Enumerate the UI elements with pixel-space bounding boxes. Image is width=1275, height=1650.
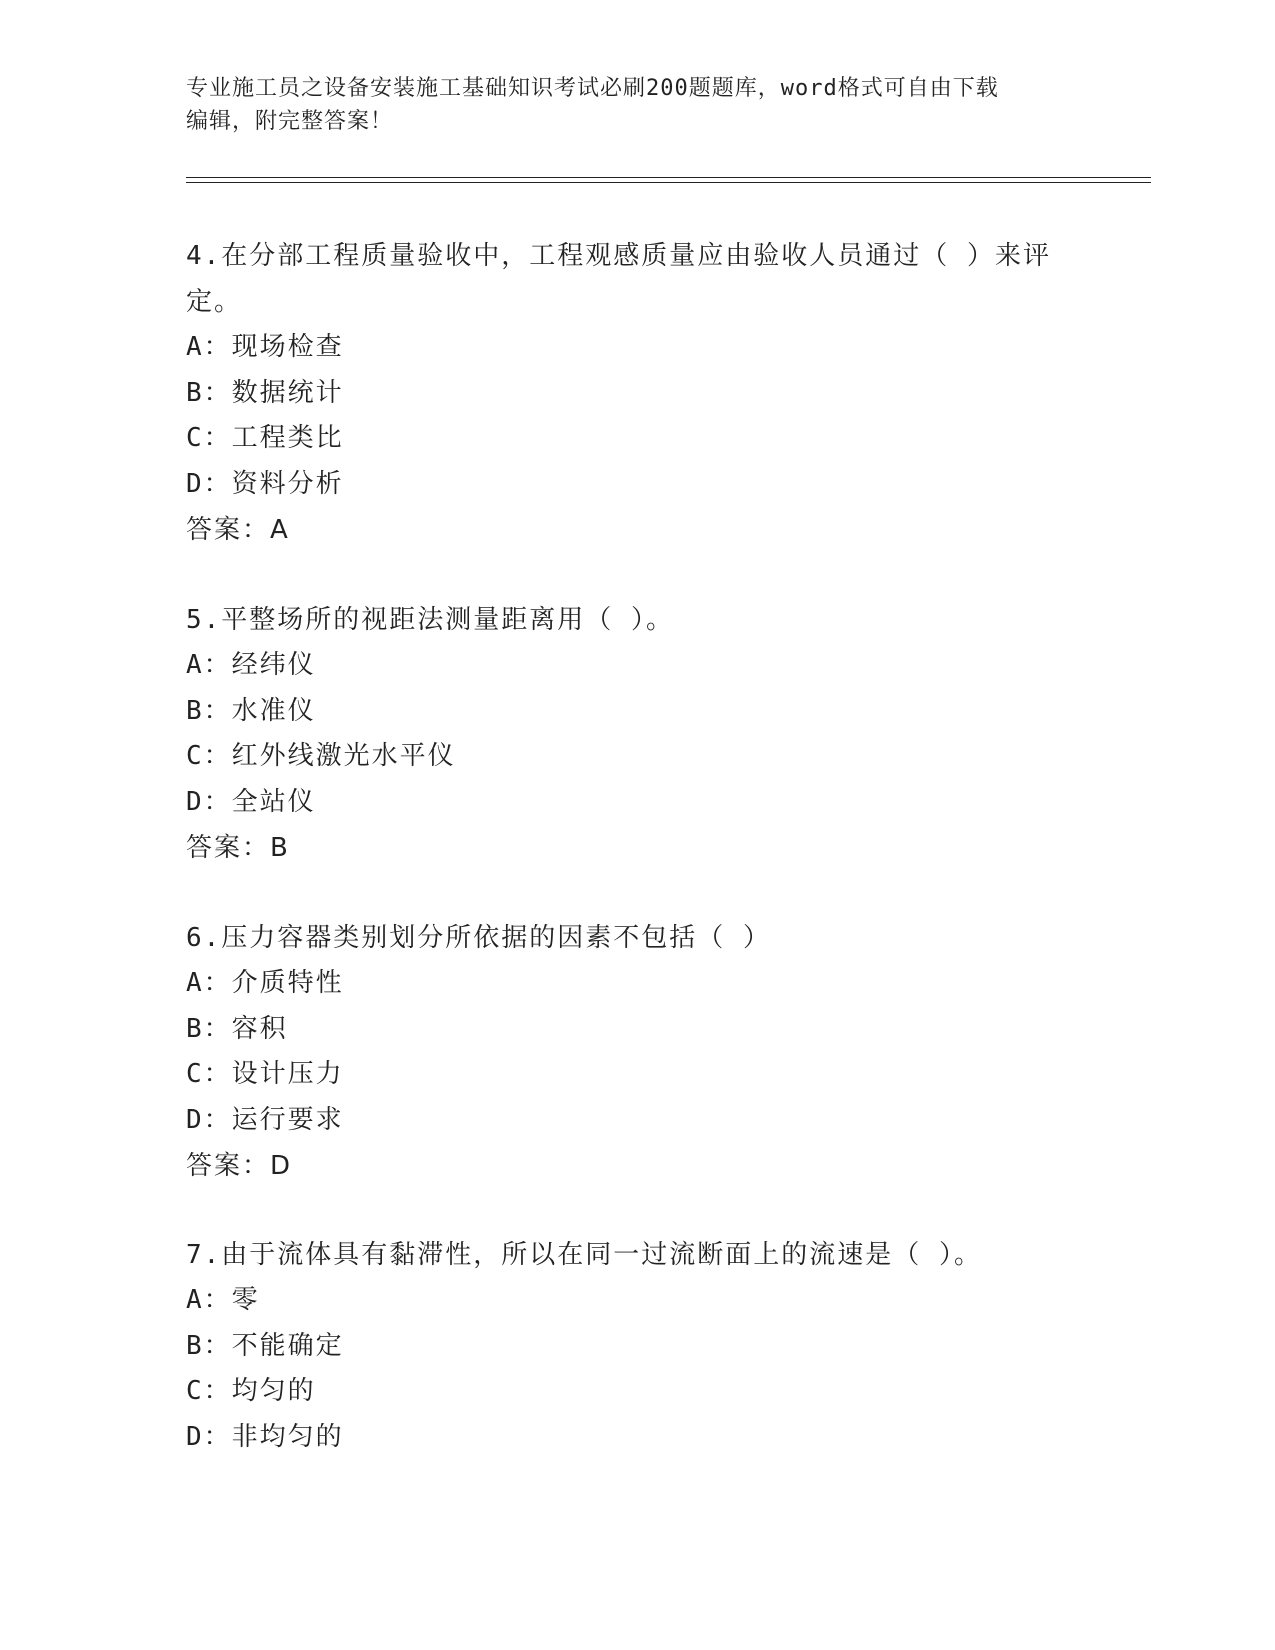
option-b: B：不能确定 xyxy=(186,1330,344,1361)
question-6 xyxy=(186,915,1076,1189)
answer: 答案：B xyxy=(186,833,290,863)
option-a: A：零 xyxy=(186,1285,260,1315)
question-5 xyxy=(186,597,1076,871)
answer: 答案：D xyxy=(186,1151,293,1181)
answer: 答案：A xyxy=(186,515,290,545)
option-d: D：资料分析 xyxy=(186,468,344,499)
question-stem-continued: 定。 xyxy=(186,287,243,317)
option-c: C：设计压力 xyxy=(186,1059,344,1089)
question-stem: 7.由于流体具有黏滞性，所以在同一过流断面上的流速是（ ）。 xyxy=(186,1240,982,1270)
option-d: D：全站仪 xyxy=(186,786,316,817)
option-b: B：数据统计 xyxy=(186,377,344,408)
option-d: D：运行要求 xyxy=(186,1104,344,1135)
option-c: C：红外线激光水平仪 xyxy=(186,741,456,771)
option-b: B：容积 xyxy=(186,1013,288,1044)
document-header xyxy=(186,72,1076,138)
header-line-1: 专业施工员之设备安装施工基础知识考试必刷200题题库，word格式可自由下载 xyxy=(186,76,999,101)
option-b: B：水准仪 xyxy=(186,695,316,726)
question-stem: 5.平整场所的视距法测量距离用（ ）。 xyxy=(186,605,674,635)
question-stem: 4.在分部工程质量验收中，工程观感质量应由验收人员通过（ ）来评 xyxy=(186,241,1051,271)
question-stem: 6.压力容器类别划分所依据的因素不包括（ ） xyxy=(186,923,771,953)
option-a: A：经纬仪 xyxy=(186,650,316,680)
header-divider-top xyxy=(186,177,1151,178)
header-line-2: 编辑，附完整答案！ xyxy=(186,109,394,134)
option-c: C：工程类比 xyxy=(186,423,344,453)
option-d: D：非均匀的 xyxy=(186,1421,344,1452)
question-4 xyxy=(186,233,1076,553)
option-c: C：均匀的 xyxy=(186,1376,316,1406)
question-7 xyxy=(186,1232,1076,1460)
option-a: A：现场检查 xyxy=(186,332,344,362)
header-divider-bottom xyxy=(186,182,1151,183)
option-a: A：介质特性 xyxy=(186,968,344,998)
